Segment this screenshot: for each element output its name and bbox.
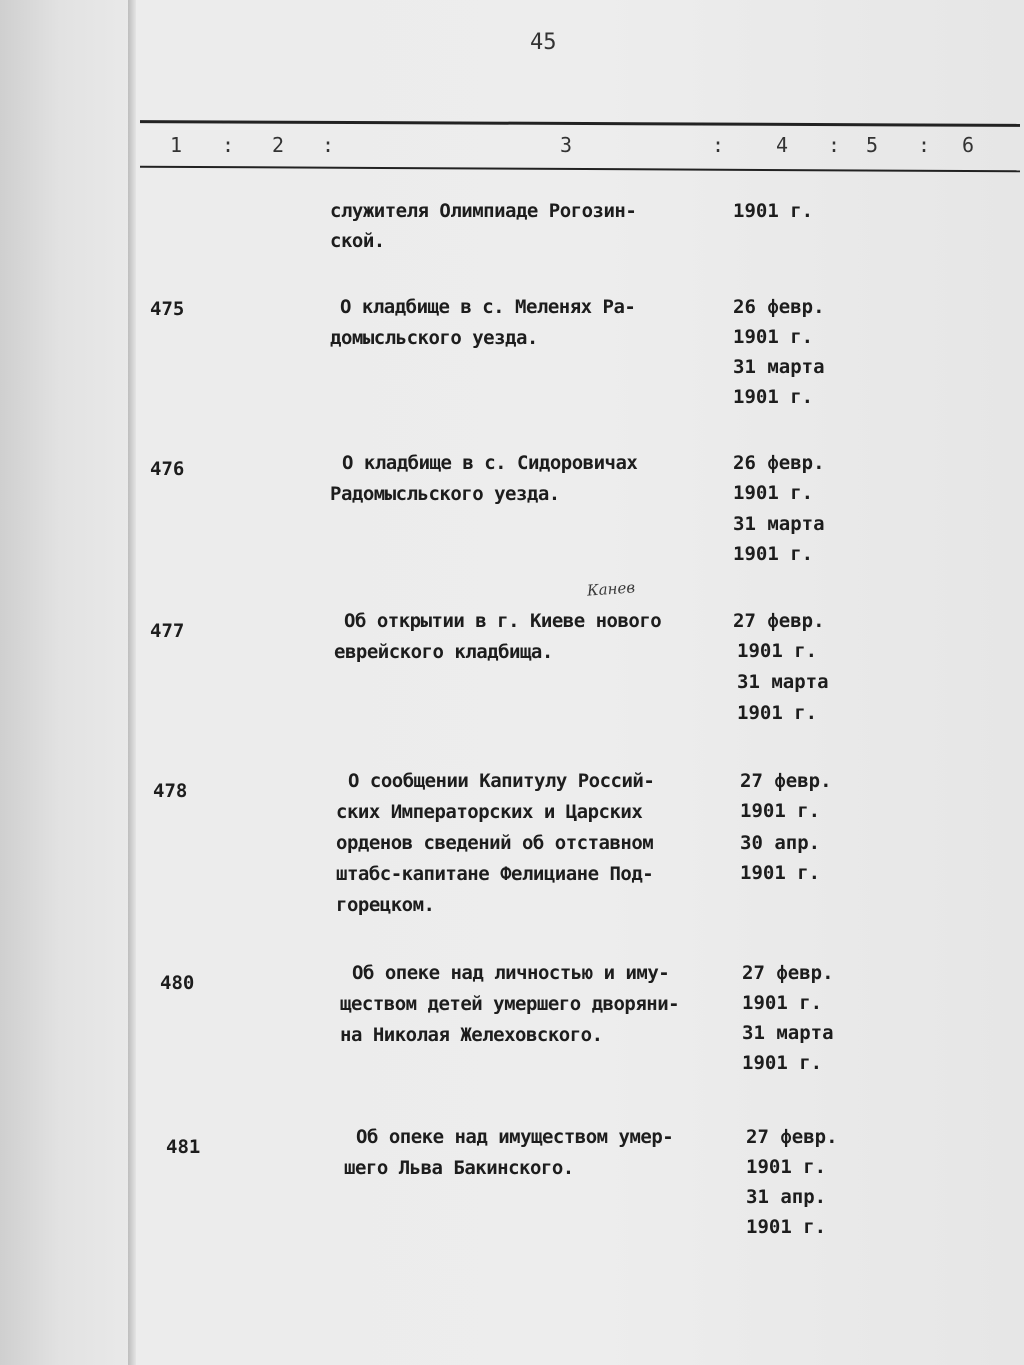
entry-date-line: 1901 г. (737, 640, 818, 662)
entry-title-line: на Николая Желеховского. (340, 1024, 603, 1046)
column-header-separator: : (222, 133, 235, 157)
column-header-4: 4 (776, 133, 789, 157)
entry-date-line: 27 февр. (742, 962, 834, 984)
entry-title-line: ских Императорских и Царских (336, 801, 643, 823)
column-header-separator: : (828, 133, 841, 157)
entry-date-line: 1901 г. (746, 1156, 827, 1178)
entry-date-line: 1901 г. (733, 482, 814, 504)
entry-title-line: шего Льва Бакинского. (344, 1157, 574, 1179)
entry-title-line: горецком. (336, 894, 435, 916)
entry-date-line: 1901 г. (737, 702, 818, 724)
entry-date-line: 1901 г. (742, 1052, 823, 1074)
entry-date-line: 31 марта (733, 356, 825, 378)
entry-title-line: Об опеке над имуществом умер- (356, 1126, 674, 1148)
entry-title-line: О кладбище в с. Сидоровичах (342, 452, 638, 474)
entry-date-line: 1901 г. (733, 543, 814, 565)
entry-number: 478 (153, 780, 188, 802)
entry-date-line: 1901 г. (746, 1216, 827, 1238)
column-header-5: 5 (866, 133, 879, 157)
entry-title-line: еврейского кладбища. (334, 641, 553, 663)
entry-number: 476 (150, 458, 185, 480)
entry-title-line: О кладбище в с. Меленях Ра- (340, 296, 636, 318)
entry-title-line: штабс-капитане Фелициане Под- (336, 863, 654, 885)
column-header-separator: : (712, 133, 725, 157)
entry-title-line: орденов сведений об отставном (336, 832, 654, 854)
entry-date-line: 1901 г. (733, 200, 814, 222)
entry-date-line: 1901 г. (733, 386, 814, 408)
entry-date-line: 1901 г. (733, 326, 814, 348)
entry-date-line: 27 февр. (746, 1126, 838, 1148)
page-binding-shadow (128, 0, 136, 1365)
header-rule-bottom (140, 166, 1020, 173)
entry-date-line: 27 февр. (733, 610, 825, 632)
column-header-separator: : (322, 133, 335, 157)
column-header-separator: : (918, 133, 931, 157)
entry-title-line: Об открытии в г. Киеве нового (344, 610, 662, 632)
header-rule-top (140, 120, 1020, 127)
entry-title-line: О сообщении Капитулу Россий- (348, 770, 655, 792)
entry-date-line: 31 марта (737, 671, 829, 693)
entry-date-line: 31 апр. (746, 1186, 827, 1208)
entry-title-line: ской. (330, 230, 385, 252)
entry-date-line: 31 марта (742, 1022, 834, 1044)
entry-date-line: 30 апр. (740, 832, 821, 854)
entry-number: 477 (150, 620, 185, 642)
column-header-6: 6 (962, 133, 975, 157)
column-header-1: 1 (170, 133, 183, 157)
entry-date-line: 1901 г. (742, 992, 823, 1014)
entry-date-line: 27 февр. (740, 770, 832, 792)
entry-date-line: 26 февр. (733, 296, 825, 318)
entry-title-line: ществом детей умершего дворяни- (340, 993, 680, 1015)
entry-number: 480 (160, 972, 195, 994)
column-header-2: 2 (272, 133, 285, 157)
entry-title-line: Радомысльского уезда. (330, 483, 560, 505)
column-header-3: 3 (560, 133, 573, 157)
page-number: 45 (530, 30, 557, 55)
entry-number: 481 (166, 1136, 201, 1158)
entry-number: 475 (150, 298, 185, 320)
entry-date-line: 1901 г. (740, 800, 821, 822)
entry-date-line: 31 марта (733, 513, 825, 535)
handwritten-note: Канев (586, 578, 636, 600)
entry-title-line: Об опеке над личностью и иму- (352, 962, 670, 984)
entry-date-line: 26 февр. (733, 452, 825, 474)
entry-title-line: домысльского уезда. (330, 327, 538, 349)
entry-date-line: 1901 г. (740, 862, 821, 884)
entry-title-line: служителя Олимпиаде Рогозин- (330, 200, 637, 222)
